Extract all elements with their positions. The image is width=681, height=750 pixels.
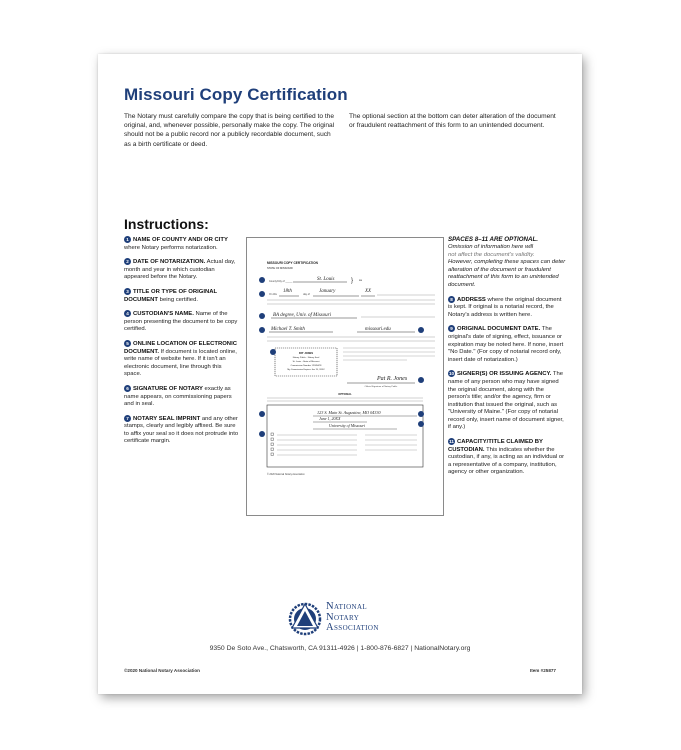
seal-line: St. Louis - State of Missouri [292, 361, 320, 363]
seal-line: Notary Public - Notary Seal [292, 357, 320, 359]
bracket-glyph: } [351, 278, 354, 284]
page-title: Missouri Copy Certification [124, 85, 348, 104]
checkbox-icon [271, 438, 273, 440]
seal-line: Commission Number 12345678 [290, 365, 322, 367]
form-footer: © 2020 National Notary Association [267, 473, 305, 476]
instruction-body: If document is located online, write name of website here. If it isn't an electronic document, line through this space. [124, 348, 237, 378]
instruction-body: The name of any person who may have signed the original document, along with the person's title; and/or the agency, firm or institution that issued the original, such as "University of Maine." (For copy of notarial record only, insert name of document signer, if any.) [448, 371, 564, 431]
form-marker-10 [418, 421, 424, 427]
instruction-body: The original's date of signing, effect, issuance or expiration may be noted here. If none, insert "No Date." (For copy of notarial record only, insert date of notarization.) [448, 326, 564, 363]
instruction-item [124, 258, 240, 282]
instruction-item [448, 370, 566, 432]
instruction-body: being certified. [158, 296, 198, 303]
instruction-item [124, 385, 240, 409]
intro-left-paragraph: The Notary must carefully compare the copy that is being certified to the original, and, whenever possible, personally make the copy. The original should not be a public record nor a publicly recordable document, such as a birth certificate or deed. [124, 113, 335, 148]
instruction-body: where Notary performs notarization. [124, 244, 218, 251]
optional-label: OPTIONAL [338, 393, 352, 396]
form-online-value: missouri.edu [365, 327, 391, 332]
instruction-item [448, 296, 566, 320]
instruction-item [124, 288, 240, 304]
step-number-badge: 2 [124, 258, 131, 265]
optional-line-2: not affect the document's validity. [448, 251, 535, 258]
form-address-value: 123 S. Main St. Augustine, MO 04330 [317, 410, 381, 415]
notary-sig-caption: Official Signature of Notary Public [364, 386, 398, 388]
instructions-left-column [124, 236, 240, 452]
instruction-head: TITLE OR TYPE OF ORIGINAL DOCUMENT [124, 288, 217, 303]
form-marker-2 [259, 291, 265, 297]
instruction-body: and any other stamps, clearly and legibly affixed. Be sure to affix your seal so it does not protrude into certificate margin. [124, 415, 239, 445]
optional-note [448, 236, 566, 290]
instruction-body: where the original document is kept. If original is a notarial record, the Notary's address is written here. [448, 296, 562, 318]
copyright-footer: ©2020 National Notary Association [124, 668, 200, 673]
instruction-head: ADDRESS [457, 296, 486, 303]
instruction-head: NOTARY SEAL IMPRINT [133, 415, 201, 422]
step-number-badge: 1 [124, 236, 131, 243]
form-marker-5 [418, 327, 424, 333]
form-year-value: XX [365, 289, 372, 294]
checkbox-icon [271, 448, 273, 450]
form-custodian-value: Michael T. Smith [271, 327, 305, 332]
instructions-right-column [448, 236, 566, 483]
form-marker-3 [259, 313, 265, 319]
checkbox-icon [271, 443, 273, 445]
instruction-body: Name of the person presenting the document to be copy certified. [124, 311, 238, 333]
logo-line: Association [326, 622, 379, 633]
step-number-badge: 5 [124, 340, 131, 347]
instruction-head: CAPACITY/TITLE CLAIMED BY CUSTODIAN. [448, 439, 543, 453]
instruction-item [124, 236, 240, 252]
form-marker-8 [259, 411, 265, 417]
instruction-head: NAME OF COUNTY AND/ OR CITY [133, 237, 228, 243]
optional-heading: SPACES 8–11 ARE OPTIONAL. [448, 236, 538, 243]
document-page [98, 54, 582, 694]
step-number-badge: 11 [449, 439, 454, 445]
instruction-item [124, 310, 240, 334]
step-number-badge: 6 [124, 385, 131, 392]
logo-line: National [326, 601, 368, 612]
form-marker-11 [259, 431, 265, 437]
instruction-item [448, 438, 566, 477]
step-number-badge: 9 [448, 325, 455, 332]
svg-text:County/City of _____: County/City of _____ [269, 280, 293, 283]
instruction-head: ONLINE LOCATION OF ELECTRONIC DOCUMENT. [124, 340, 237, 355]
svg-text:ss: ss [359, 278, 362, 282]
item-number-footer: Item #25877 [529, 668, 556, 673]
form-doc-date-value: June 1, 20XX [319, 416, 341, 421]
form-agency-value: University of Missouri [329, 423, 365, 428]
logo-line: Notary [326, 611, 360, 623]
notary-signature: Pat R. Jones [377, 376, 408, 382]
form-city-value: St. Louis [317, 277, 335, 282]
instruction-item [124, 415, 240, 446]
form-marker-7 [270, 349, 276, 355]
form-marker-9 [418, 411, 424, 417]
instruction-head: CUSTODIAN'S NAME. [133, 311, 194, 318]
form-heading: MISSOURI COPY CERTIFICATION [267, 261, 318, 265]
step-number-badge: 4 [124, 310, 131, 317]
instruction-item [448, 325, 566, 364]
form-marker-1 [259, 277, 265, 283]
step-number-badge: 8 [448, 296, 455, 303]
step-number-badge: 10 [448, 371, 455, 377]
instruction-body: This indicates whether the custodian, if any, is acting as an individual or a representative of a company, institution, agency or other organization. [448, 446, 565, 476]
optional-line-3: However, completing these spaces can deter alteration of the document or fraudulent reattachment of this form to an unintended document. [448, 259, 566, 288]
form-marker-6 [418, 377, 424, 383]
checkbox-icon [271, 453, 273, 455]
nna-logo-icon [288, 600, 322, 636]
nna-logo-wordmark [326, 602, 379, 634]
optional-line-1: Omission of information here will [448, 244, 534, 250]
form-state-line: STATE OF MISSOURI [267, 267, 293, 270]
sample-certificate-form [246, 237, 444, 516]
step-number-badge: 7 [124, 415, 131, 422]
instruction-item [124, 340, 240, 379]
form-doc-title-value: BA degree, Univ. of Missouri [273, 313, 331, 318]
checkbox-icon [271, 433, 273, 435]
form-marker-4 [259, 327, 265, 333]
instruction-head: ORIGINAL DOCUMENT DATE. [457, 326, 541, 333]
svg-text:On this: On this [269, 293, 277, 296]
form-month-value: January [319, 289, 336, 294]
intro-right-paragraph: The optional section at the bottom can deter alteration of the document or fraudulent reattachment of this form to an unintended document. [349, 113, 556, 130]
svg-text:day of: day of [303, 293, 310, 296]
instruction-head: DATE OF NOTARIZATION. [133, 259, 206, 266]
sample-form-drawing [247, 238, 443, 515]
instruction-body: exactly as name appears, on commissioning papers and in seal. [124, 385, 232, 408]
instruction-head: SIGNATURE OF NOTARY [133, 385, 203, 392]
form-day-value: 18th [283, 289, 292, 294]
instruction-body: Actual day, month and year in which custodian appeared before the Notary. [124, 259, 236, 281]
instruction-head: SIGNER(S) OR ISSUING AGENCY. [457, 371, 552, 378]
instructions-heading: Instructions: [124, 216, 209, 232]
seal-line: PAT JONES [298, 352, 314, 355]
step-number-badge: 3 [124, 288, 131, 295]
seal-line: My Commission Expires Jan 15, 20XX [287, 369, 325, 371]
contact-address-line: 9350 De Soto Ave., Chatsworth, CA 91311-4926 | 1-800-876-6827 | NationalNotary.org [209, 645, 471, 652]
